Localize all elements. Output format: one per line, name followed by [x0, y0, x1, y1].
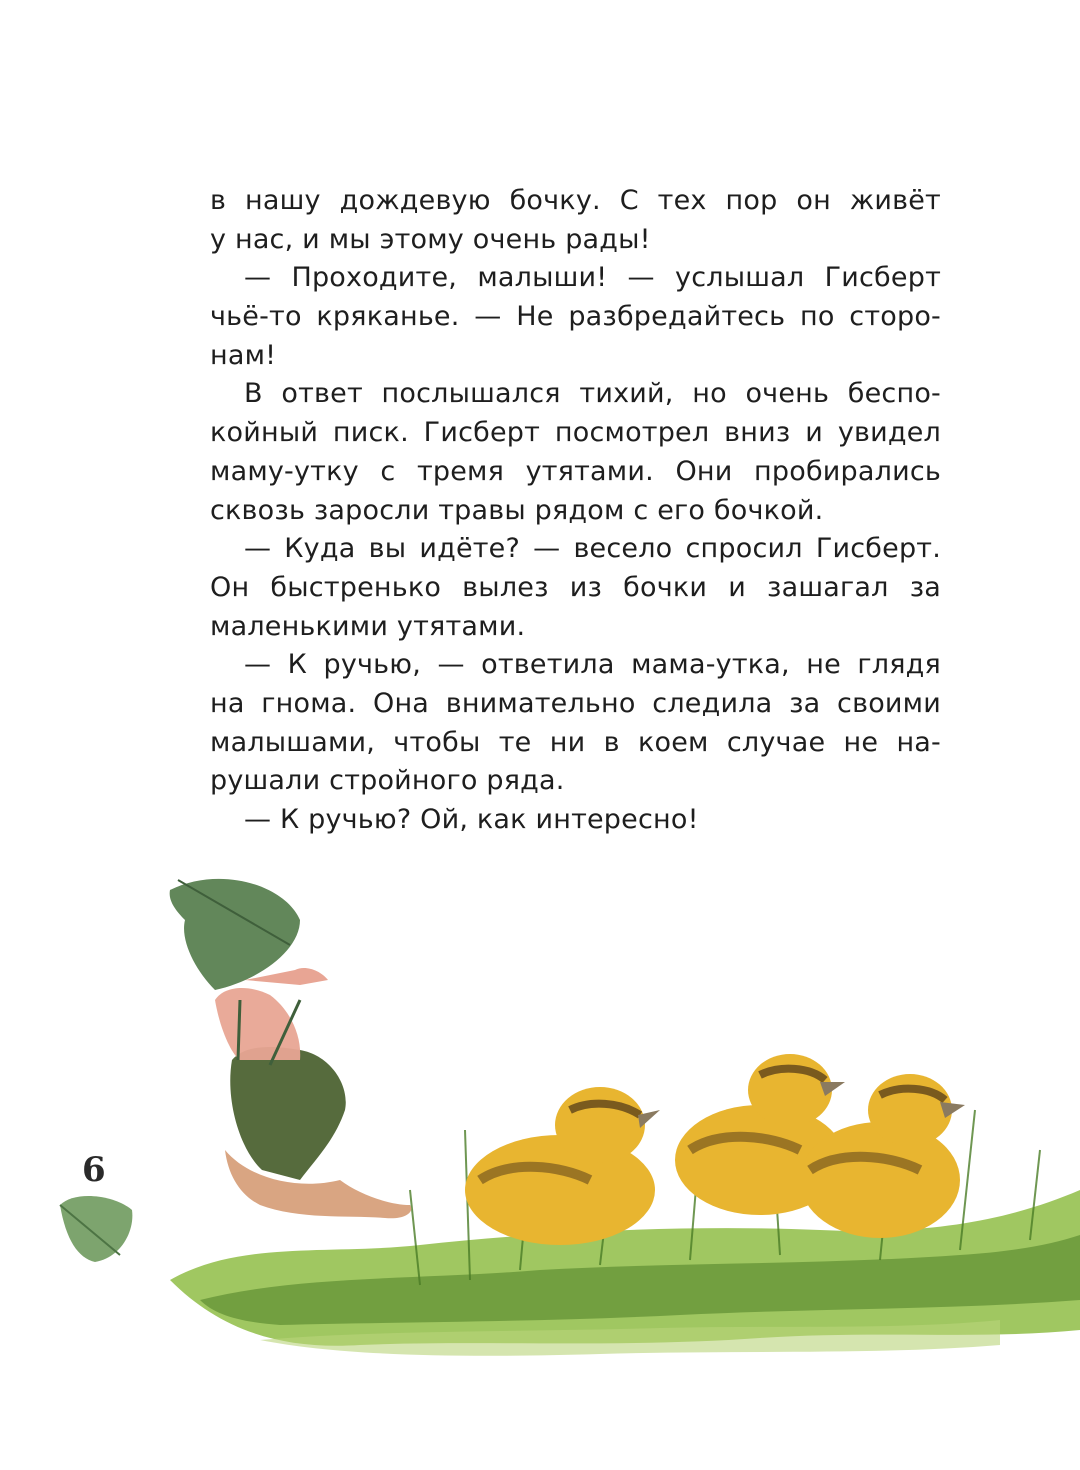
text-line: рушали стройного ряда. — [210, 765, 565, 797]
text-line: малышами, чтобы те ни в коем случае не на- — [210, 726, 941, 758]
text-line: чьё-то кряканье. — Не разбредайтесь по сторо- — [210, 301, 941, 333]
text-line: на гнома. Она внимательно следила за своими — [210, 687, 941, 719]
page-number: 6 — [82, 1150, 106, 1190]
text-line: сквозь заросли травы рядом с его бочкой. — [210, 494, 824, 526]
story-text — [210, 182, 941, 840]
gnome-ducklings-illustration — [0, 860, 1080, 1380]
small-leaf-icon — [60, 1196, 132, 1262]
text-line: в нашу дождевую бочку. С тех пор он живёт — [210, 185, 941, 216]
text-line: Он быстренько вылез из бочки и зашагал за — [210, 571, 941, 603]
text-line: В ответ послышался тихий, но очень беспо- — [244, 378, 941, 410]
text-line: — Куда вы идёте? — весело спросил Гисберт. — [244, 533, 941, 565]
text-line: у нас, и мы этому очень рады! — [210, 223, 651, 255]
text-line: — К ручью? Ой, как интересно! — [244, 804, 699, 835]
text-line: — К ручью, — ответила мама-утка, не глядя — [244, 649, 941, 681]
text-line: маму-утку с тремя утятами. Они пробирались — [210, 455, 941, 487]
text-line: маленькими утятами. — [210, 610, 526, 642]
text-line: койный писк. Гисберт посмотрел вниз и увидел — [210, 417, 941, 449]
gnome-figure — [170, 879, 412, 1218]
text-line: — Проходите, малыши! — услышал Гисберт — [244, 262, 941, 294]
duckling-icon — [465, 1087, 660, 1245]
text-line: нам! — [210, 339, 277, 371]
